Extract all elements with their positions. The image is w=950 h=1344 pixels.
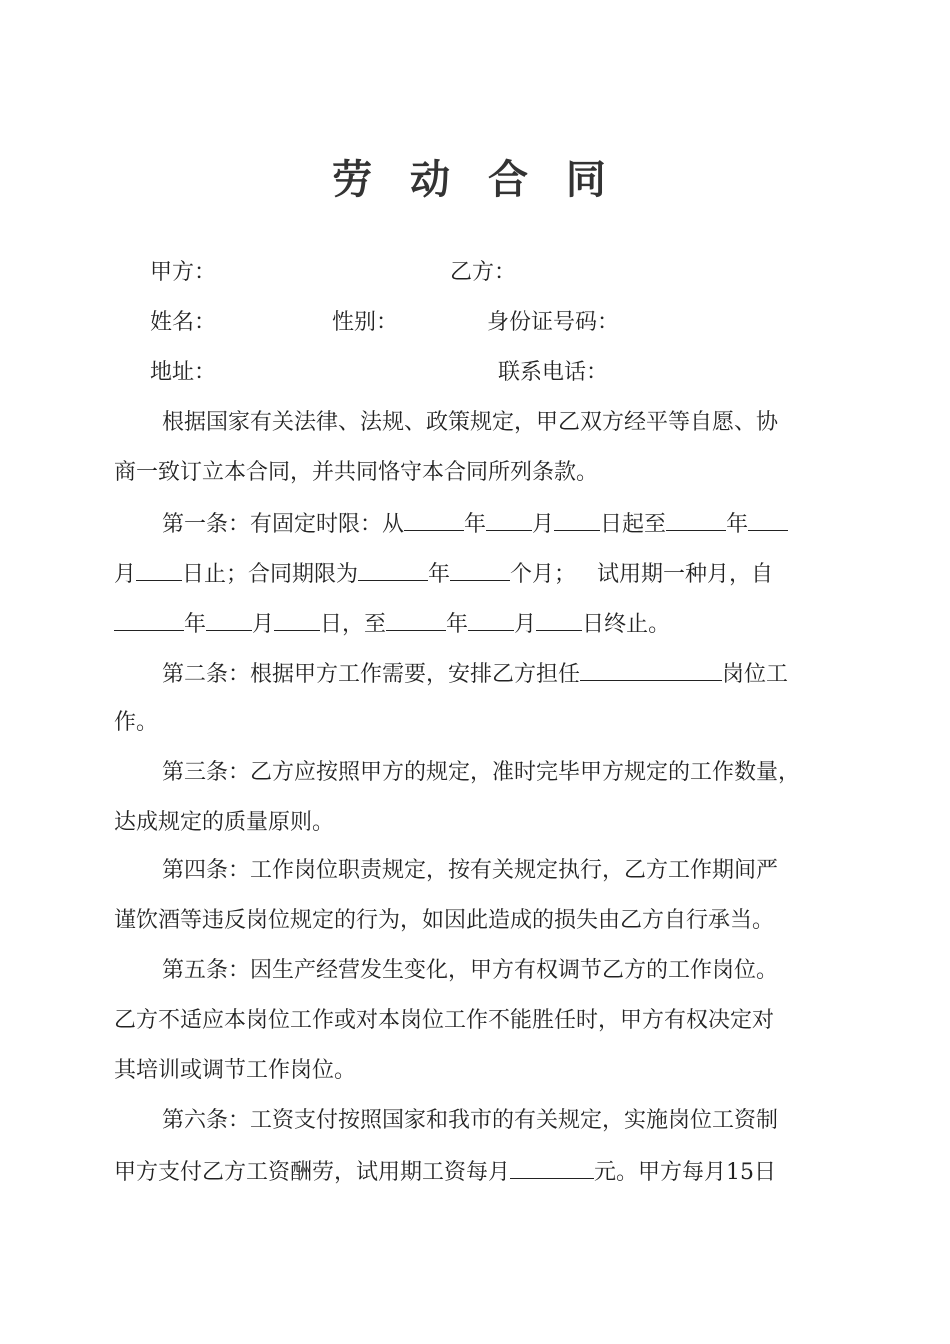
article-1-line-3: 年 月 日，至 年 月 日终止。 <box>114 608 670 640</box>
article-4-line-2: 谨饮酒等违反岗位规定的行为，如因此造成的损失由乙方自行承当。 <box>114 908 775 933</box>
article-2-line-1: 第二条：根据甲方工作需要，安排乙方担任 岗位工 <box>162 658 788 690</box>
article-1-line-1: 第一条：有固定时限：从 年 月 日起至 年 <box>162 508 788 540</box>
blank-field <box>404 508 464 531</box>
blank-field <box>510 1156 594 1179</box>
phone-label: 联系电话： <box>498 360 609 385</box>
article-1-line-2: 月 日止；合同期限为 年 个月； 试用期一种月，自 <box>114 558 773 590</box>
article-4-line-1: 第四条：工作岗位职责规定，按有关规定执行，乙方工作期间严 <box>162 858 779 883</box>
article-6-line-2: 甲方支付乙方工资酬劳，试用期工资每月 元。甲方每月15日 <box>114 1156 776 1188</box>
article-6-line-1: 第六条：工资支付按照国家和我市的有关规定，实施岗位工资制 <box>162 1108 779 1133</box>
name-label: 姓名： <box>150 310 217 335</box>
blank-field <box>136 558 182 581</box>
blank-field <box>114 608 184 631</box>
blank-field <box>386 608 446 631</box>
article-2-line-2: 作。 <box>114 710 159 735</box>
article-5-line-2: 乙方不适应本岗位工作或对本岗位工作不能胜任时，甲方有权决定对 <box>114 1008 775 1033</box>
blank-field <box>748 508 788 531</box>
blank-field <box>468 608 514 631</box>
id-number-label: 身份证号码： <box>487 310 620 335</box>
blank-field <box>486 508 532 531</box>
address-label: 地址： <box>150 360 217 385</box>
blank-field <box>206 608 252 631</box>
document-title: 劳 动 合 同 <box>332 157 618 203</box>
blank-field <box>450 558 510 581</box>
article-3-line-2: 达成规定的质量原则。 <box>114 810 335 835</box>
article-3-line-1: 第三条：乙方应按照甲方的规定，准时完毕甲方规定的工作数量， <box>162 760 801 785</box>
blank-field <box>666 508 726 531</box>
article-5-line-1: 第五条：因生产经营发生变化，甲方有权调节乙方的工作岗位。 <box>162 958 779 983</box>
blank-field <box>358 558 428 581</box>
party-b-label: 乙方： <box>450 260 517 285</box>
article-5-line-3: 其培训或调节工作岗位。 <box>114 1058 357 1083</box>
gender-label: 性别： <box>332 310 399 335</box>
blank-field <box>536 608 582 631</box>
blank-field <box>580 658 722 681</box>
party-a-label: 甲方： <box>150 260 217 285</box>
blank-field <box>554 508 600 531</box>
blank-field <box>274 608 320 631</box>
preamble-line-2: 商一致订立本合同，并共同恪守本合同所列条款。 <box>114 460 599 485</box>
preamble-line-1: 根据国家有关法律、法规、政策规定，甲乙双方经平等自愿、协 <box>162 410 779 435</box>
